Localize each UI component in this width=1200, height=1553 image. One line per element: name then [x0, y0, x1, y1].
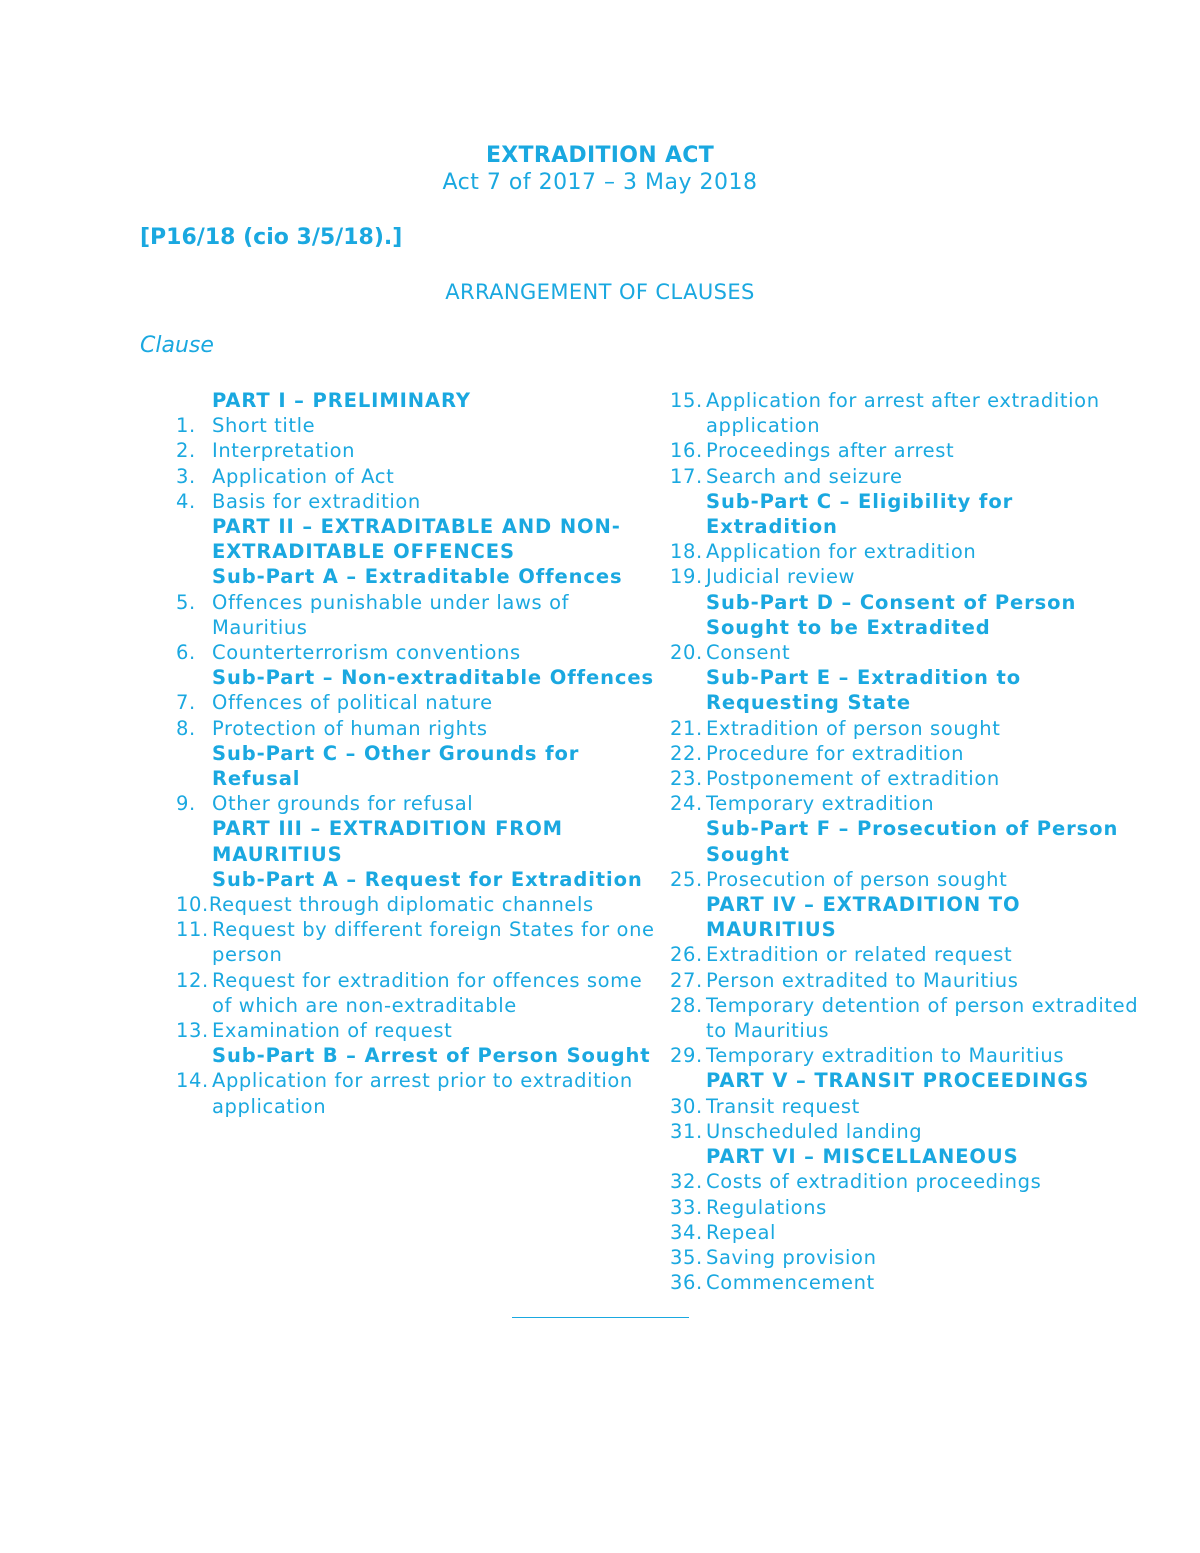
clause-number: 9.: [176, 792, 196, 816]
clause-title: Other grounds for refusal: [212, 792, 474, 816]
clause-number: 14.: [176, 1069, 209, 1093]
clause-title: Person extradited to Mauritius: [706, 968, 1019, 992]
toc-part-heading: Sub-Part A – Extraditable Offences: [212, 565, 623, 589]
toc-clause-entry: [670, 741, 1150, 766]
toc-clause-entry: [670, 766, 1150, 791]
clause-title: Extradition of person sought: [706, 716, 1001, 740]
clause-number: 35.: [670, 1245, 703, 1269]
toc-part-heading: PART VI – MISCELLANEOUS: [706, 1145, 1019, 1169]
clause-title: Temporary extradition to Mauritius: [706, 1044, 1065, 1068]
clause-number: 16.: [670, 439, 703, 463]
clause-label: Clause: [140, 333, 214, 358]
clause-title: Request for extradition for offences some of which are non-extraditable: [212, 968, 643, 1017]
toc-clause-entry: [670, 993, 1150, 1043]
clause-number: 11.: [176, 918, 209, 942]
toc-clause-entry: [670, 438, 1150, 463]
clause-number: 6.: [176, 641, 196, 665]
clause-title: Offences of political nature: [212, 691, 493, 715]
toc-part-heading: Sub-Part A – Request for Extradition: [212, 867, 643, 891]
toc-right-column: [670, 388, 1150, 1295]
clause-number: 15.: [670, 389, 703, 412]
toc-clause-entry: [176, 716, 656, 741]
toc-part-heading: PART V – TRANSIT PROCEEDINGS: [706, 1069, 1090, 1093]
clause-number: 19.: [670, 565, 703, 589]
clause-title: Short title: [212, 414, 316, 438]
toc-clause-entry: [176, 892, 656, 917]
toc-clause-entry: [670, 1119, 1150, 1144]
clause-number: 17.: [670, 464, 703, 488]
clause-number: 10.: [176, 893, 209, 917]
clause-number: 26.: [670, 943, 703, 967]
clause-title: Application for arrest after extradition application: [706, 389, 1100, 438]
toc-part-heading: PART IV – EXTRADITION TO MAURITIUS: [706, 893, 1021, 942]
toc-part-heading: PART II – EXTRADITABLE AND NON-EXTRADITABLE OFFENCES: [212, 515, 621, 564]
toc-clause-entry: [670, 942, 1150, 967]
toc-part-heading: PART III – EXTRADITION FROM MAURITIUS: [212, 817, 563, 866]
toc-clause-entry: [176, 438, 656, 463]
title-block: [0, 142, 1200, 196]
clause-number: 7.: [176, 691, 196, 715]
clause-title: Costs of extradition proceedings: [706, 1170, 1042, 1194]
clause-number: 24.: [670, 792, 703, 816]
toc-left-column: [176, 388, 656, 1119]
toc-part-heading: Sub-Part C – Other Grounds for Refusal: [212, 741, 580, 791]
toc-clause-entry: [176, 640, 656, 665]
clause-number: 29.: [670, 1044, 703, 1068]
clause-number: 21.: [670, 716, 703, 740]
clause-number: 30.: [670, 1094, 703, 1118]
toc-clause-entry: [176, 690, 656, 715]
toc-clause-entry: [176, 791, 656, 816]
toc-clause-entry: [670, 1270, 1150, 1295]
clause-number: 32.: [670, 1170, 703, 1194]
toc-clause-entry: [670, 1220, 1150, 1245]
clause-title: Application for arrest prior to extradition application: [212, 1069, 633, 1118]
clause-title: Request by different foreign States for one person: [212, 918, 655, 967]
clause-number: 2.: [176, 439, 196, 463]
clause-number: 31.: [670, 1119, 703, 1143]
clause-title: Commencement: [706, 1271, 875, 1295]
clause-number: 13.: [176, 1019, 209, 1043]
toc-clause-entry: [176, 413, 656, 438]
end-divider: [512, 1317, 689, 1318]
clause-title: Offences punishable under laws of Mauritius: [212, 590, 570, 639]
clause-title: Extradition or related request: [706, 943, 1013, 967]
toc-clause-entry: [670, 1094, 1150, 1119]
clause-title: Search and seizure: [706, 464, 903, 488]
toc-clause-entry: [176, 590, 656, 640]
clause-title: Consent: [706, 641, 791, 665]
clause-title: Application for extradition: [706, 540, 977, 564]
clause-number: 12.: [176, 968, 209, 992]
toc-part-heading: Sub-Part B – Arrest of Person Sought: [212, 1044, 651, 1068]
clause-number: 36.: [670, 1271, 703, 1295]
clause-title: Transit request: [706, 1094, 860, 1118]
toc-clause-entry: [670, 1169, 1150, 1194]
toc-clause-entry: [670, 1245, 1150, 1270]
clause-number: 23.: [670, 767, 703, 791]
clause-title: Repeal: [706, 1220, 777, 1244]
clause-number: 20.: [670, 641, 703, 665]
clause-title: Counterterrorism conventions: [212, 641, 521, 665]
clause-title: Saving provision: [706, 1245, 877, 1269]
clause-title: Request through diplomatic channels: [208, 893, 594, 917]
toc-part-heading: Sub-Part – Non-extraditable Offences: [212, 666, 654, 690]
clause-number: 27.: [670, 968, 703, 992]
toc-clause-entry: [670, 791, 1150, 816]
clause-title: Judicial review: [706, 565, 856, 589]
clause-title: Protection of human rights: [212, 716, 488, 740]
clause-title: Basis for extradition: [212, 489, 421, 513]
toc-clause-entry: [670, 640, 1150, 665]
toc-part-heading: Sub-Part E – Extradition to Requesting State: [706, 666, 1022, 715]
toc-clause-entry: [670, 867, 1150, 892]
toc-clause-entry: [670, 1043, 1150, 1068]
toc-clause-entry: [176, 917, 656, 967]
toc-clause-entry: [670, 968, 1150, 993]
toc-clause-entry: [670, 1195, 1150, 1220]
gazette-reference: [P16/18 (cio 3/5/18).]: [140, 225, 403, 250]
clause-title: Regulations: [706, 1195, 827, 1219]
clause-number: 3.: [176, 464, 196, 488]
document-subtitle: Act 7 of 2017 – 3 May 2018: [442, 170, 758, 195]
toc-clause-entry: [176, 489, 656, 514]
toc-part-heading: Sub-Part C – Eligibility for Extradition: [706, 489, 1014, 539]
clause-title: Proceedings after arrest: [706, 439, 955, 463]
toc-part-heading: PART I – PRELIMINARY: [212, 389, 471, 412]
clause-number: 4.: [176, 489, 196, 513]
clause-number: 28.: [670, 993, 703, 1017]
toc-clause-entry: [670, 564, 1150, 589]
clause-title: Examination of request: [212, 1019, 453, 1043]
clause-title: Temporary detention of person extradited to Mauritius: [706, 993, 1139, 1043]
clause-title: Unscheduled landing: [706, 1119, 923, 1143]
toc-clause-entry: [670, 464, 1150, 489]
toc-clause-entry: [176, 968, 656, 1018]
clause-number: 25.: [670, 867, 703, 891]
clause-number: 1.: [176, 414, 196, 438]
toc-clause-entry: [670, 716, 1150, 741]
toc-clause-entry: [176, 464, 656, 489]
clause-number: 8.: [176, 716, 196, 740]
clause-title: Interpretation: [212, 439, 356, 463]
toc-clause-entry: [176, 1068, 656, 1118]
arrangement-heading: ARRANGEMENT OF CLAUSES: [445, 280, 755, 304]
clause-title: Application of Act: [212, 464, 395, 488]
clause-title: Prosecution of person sought: [706, 867, 1008, 891]
document-title: EXTRADITION ACT: [485, 143, 715, 168]
toc-clause-entry: [176, 1018, 656, 1043]
toc-clause-entry: [670, 539, 1150, 564]
clause-number: 5.: [176, 590, 196, 614]
toc-part-heading: Sub-Part F – Prosecution of Person Sought: [706, 817, 1119, 866]
clause-number: 18.: [670, 540, 703, 564]
clause-number: 34.: [670, 1220, 703, 1244]
clause-number: 22.: [670, 741, 703, 765]
clause-title: Procedure for extradition: [706, 741, 965, 765]
clause-title: Temporary extradition: [706, 792, 935, 816]
toc-part-heading: Sub-Part D – Consent of Person Sought to be Extradited: [706, 590, 1077, 639]
clause-number: 33.: [670, 1195, 703, 1219]
toc-clause-entry: [670, 388, 1150, 438]
clause-title: Postponement of extradition: [706, 767, 1000, 791]
